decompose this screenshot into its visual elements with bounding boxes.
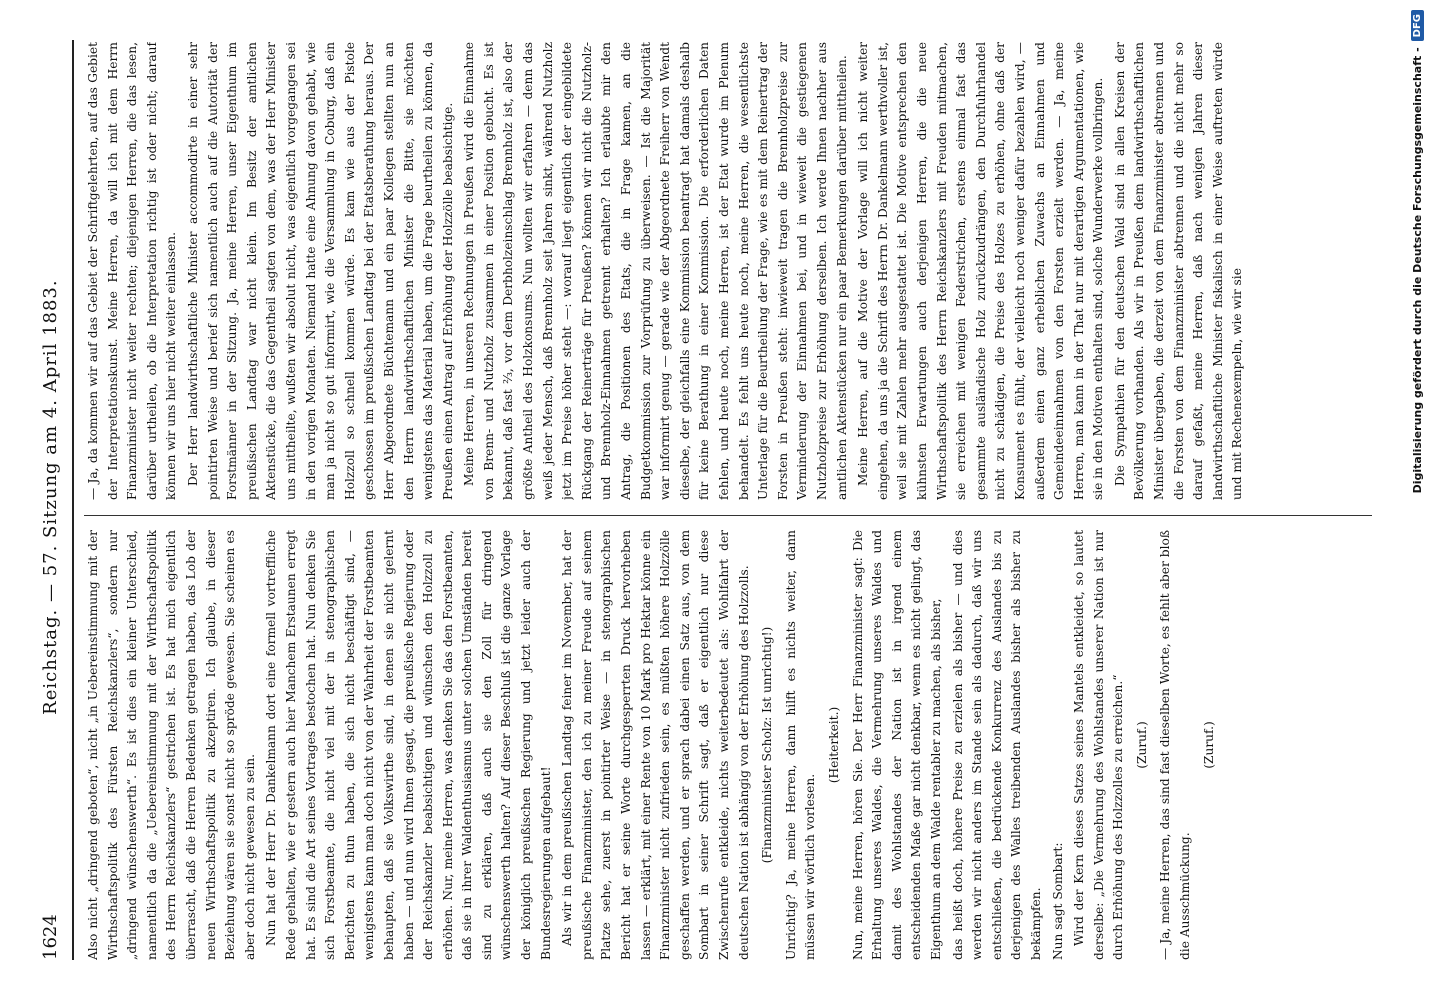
paragraph: Als wir in dem preußischen Landtag feiner im November, hat der preußische Finanzminister, den ich zu meiner Freude auf seinem Platze sehe, zuerst in pointirter Weise — in stenographischen Bericht hat er seine Worte durchgesperrten Druck hervorheben lassen — erklärt, mit einer Rente von 10 Mark pro Hektar könne ein Finanzminister nicht zufrieden sein, es müßten höhere Holzzölle geschaffen werden, und er sprach dabei einen Satz aus, von dem Sombart in seiner Schrift sagt, daß er eigentlich nur diese Zwischenrufe entkleide, nichts weiterbedeutet als: Wohlfahrt der deutschen Nation ist abhängig von der Erhöhung des Holzzolls.	[560, 530, 751, 960]
page-title: Reichstag. — 57. Sitzung am 4. April 1883.	[39, 279, 61, 715]
paragraph: Die Sympathien für den deutschen Wald sind in allen Kreisen der Bevölkerung vorhanden. Als wir in Preußen dem landwirthschaftlichen Minister übergaben, die derzeit von dem Finanzminister abtrennen und die Forsten von dem Finanzminister abtrennen und die nicht mehr so darauf gefaßt, meine Herren, daß nach wenigen Jahren dieser landwirthschaftliche Minister fiskalisch in einer Weise auftreten würde und mit Rechenexempeln, wie wir sie	[1112, 42, 1245, 500]
right-column	[84, 42, 1372, 500]
header-rule	[72, 40, 74, 960]
paragraph: (Zuruf.)	[1134, 721, 1149, 769]
paragraph: Unrichtig? Ja, meine Herren, dann hilft es nichts weiter, dann müssen wir wörtlich vorlesen.	[783, 530, 818, 960]
dfg-logo: DFG	[1411, 10, 1424, 41]
column-divider	[84, 515, 1372, 516]
paragraph: Meine Herren, in unseren Rechnungen in Preußen wird die Einnahme von Brenn- und Nutzholz zusammen in einer Position gebucht. Es ist bekannt, daß fast ⅔, vor dem Derbholzeinschlag Brennholz ist, also der größte Antheil des Holzkonsums. Nun wollten wir erfahren — denn das weiß jeder Mensch, daß Brennholz seit Jahren sinkt, während Nutzholz jetzt im Preise höher steht —: worauf liegt eigentlich der eingebildete Rückgang der Reinerträge für Preußen? können wir nicht die Nutzholz- und Brennholz-Einnahmen getrennt erhalten? Ich erlaubte mir den Antrag, die Positionen des Etats, die in Frage kamen, an die Budgetkommission zur Vorprüfung zu überweisen. — Ist die Majorität war informirt genug — gerade wie der Abgeordnete Freiherr von Wendt dieselbe, der gleichfalls eine Kommission beantragt hat damals deshalb für keine Berathung in einer Kommission. Die erforderlichen Daten fehlen, und heute noch, meine Herren, ist der Etat wurde im Plenum behandelt. Es fehlt uns heute noch, meine Herren, die wesentlichste Unterlage für die Beurtheilung der Frage, wie es mit dem Reinertrag der Forsten in Preußen steht: inwieweit tragen die Brennholzpreise zur Verminderung der Einnahmen bei, und in wieweit die gestiegenen Nutzholzpreise zur Erhöhung derselben. Ich werde Ihnen nachher aus amtlichen Aktenstücken nur ein paar Bemerkungen darüber mittheilen.	[462, 42, 849, 500]
paragraph: Nun sagt Sombart:	[1050, 842, 1065, 960]
credit-text: Digitalisierung gefördert durch die Deutsche Forschungsgemeinschaft -	[1410, 47, 1424, 494]
page-number: 1624	[39, 914, 61, 960]
left-column	[84, 530, 1372, 960]
paragraph: (Zuruf.)	[1201, 721, 1216, 769]
paragraph: (Finanzminister Scholz: Ist unrichtig!)	[760, 626, 775, 864]
paragraph: — Ja, meine Herren, das sind fast dieselben Worte, es fehlt aber bloß die Ausschmückung.	[1158, 530, 1193, 960]
paragraph: (Heiterkeit.)	[826, 706, 841, 784]
paragraph: Also nicht „dringend geboten“, nicht „in Uebereinstimmung mit der Wirthschaftspolitik des Fürsten Reichskanzlers“, sondern nur „dringend wünschenswerth“. Es ist dies ein kleiner Unterschied, namentlich da die „Uebereinstimmung mit der Wirthschaftspolitik des Herrn Reichskanzlers“ gestrichen ist. Es hat mich eigentlich überrascht, daß die Herren Bedenken getragen haben, das Lob der neuen Wirthschaftspolitik zu akzeptiren. Ich glaube, in dieser Beziehung wären sie sonst nicht so spröde gewesen. Sie scheinen es aber doch nicht gewesen zu sein.	[86, 530, 257, 960]
paragraph: Der Herr landwirthschaftliche Minister accommodirte in einer sehr pointirten Weise und berief sich namentlich auch auf die Autorität der Forstmänner in der Sitzung. Ja, meine Herren, unser Eigenthum im preußischen Landtag war nicht klein. Im Besitz der amtlichen Aktenstücke, die das Gegentheil sagten von dem, was der Herr Minister uns mittheilte, wußten wir absolut nicht, was eigentlich vorgegangen sei in den vorigen Monaten. Niemand hatte eine Ahnung davon gehabt, wie man ja nicht so gut informirt, wie die Versammlung in Coburg, daß ein Holzzoll so schnell kommen würde. Es kam wie aus der Pistole geschossen im preußischen Landtag bei der Etatsberathung heraus. Der Herr Abgeordnete Büchtemann und ein paar Kollegen stellten nun an den Herrn landwirthschaftlichen Minister die Bitte, sie möchten wenigstens das Material haben, um die Frage beurtheilen zu können, da Preußen einen Antrag auf Erhöhung der Holzzölle beabsichtige.	[185, 42, 455, 500]
paragraph: Nun, meine Herren, hören Sie. Der Herr Finanzminister sagt: Die Erhaltung unseres Waldes, die Vermehrung unseres Waldes und damit des Wohlstandes der Nation ist in irgend einem entscheidenden Maße gar nicht denkbar, wenn es nicht gelingt, das Eigenthum an dem Walde rentabler zu machen, als bisher,	[850, 530, 943, 960]
paragraph: das heißt doch, höhere Preise zu erzielen als bisher — und dies werden wir nicht anders im Stande sein als dadurch, daß wir uns entschließen, die bedrückende Konkurrenz des Auslandes bis zu derjenigen des Walles treibenden Auslandes bisher als bisher zu bekämpfen.	[950, 530, 1043, 960]
page-header	[30, 40, 70, 960]
paragraph: Wird der Kern dieses Satzes seines Mantels entkleidet, so lautet derselbe: „Die Vermehrung des Wohlstandes unserer Nation ist nur durch Erhöhung des Holzzolles zu erreichen.“	[1072, 530, 1126, 960]
paragraph: Meine Herren, auf die Motive der Vorlage will ich nicht weiter eingehen, da uns ja die Schrift des Herrn Dr. Dankelmann werthvoller ist, weil sie mit Zahlen mehr ausgestattet ist. Die Motive entsprechen den kühnsten Erwartungen auch derjenigen Herren, die die neue Wirthschaftspolitik des Herrn Reichskanzlers mit Freuden mitmachen, sie erreichen mit wenigen Federstrichen, erstens einmal fast das gesammte ausländische Holz zurückzudrängen, den Durchfuhrhandel nicht zu schädigen, die Preise des Holzes zu erhöhen, ohne daß der Konsument es fühlt, der vielleicht noch weniger dafür bezahlen wird, — außerdem einen ganz erheblichen Zuwachs an Einnahmen und Gemeindeeinnahmen von den Forsten erzielt werden. — Ja, meine Herren, man kann in der That nur mit derartigen Argumentationen, wie sie in den Motiven enthalten sind, solche Wunderwerke vollbringen.	[856, 42, 1106, 500]
paragraph: — Ja, da kommen wir auf das Gebiet der Schriftgelehrten, auf das Gebiet der Interpretationskunst. Meine Herren, da will ich mit dem Herrn Finanzminister nicht weiter rechten; diejenigen Herren, die das lesen, darüber urtheilen, ob die Interpretation richtig ist oder nicht; darauf können wir uns hier nicht weiter einlassen.	[86, 42, 179, 500]
digitization-credit	[1405, 10, 1429, 990]
paragraph: Nun hat der Herr Dr. Dankelmann dort eine formell vortreffliche Rede gehalten, wie er gestern auch hier Manchem Erstaunen erregt hat. Es sind die Art seines Vortrages bestochen hat. Nun denken Sie sich Forstbeamte, die nicht viel mit der in stenographischen Berichten zu thun haben, die sich nicht beschäftigt sind, — wenigstens kann man doch nicht von der Wahrheit der Forstbeamten behaupten, daß sie Volkswirthe sind, in denen sie nicht gelernt haben — und nun wird Ihnen gesagt, die preußische Regierung oder der Reichskanzler beabsichtigen und wünschen den Holzzoll zu erhöhen. Nur, meine Herren, was denken Sie das den Forstbeamten, daß sie in ihrer Waldenthusiasmus unter solchen Umständen bereit sind zu erklären, daß auch sie den Zoll für dringend wünschenswerth halten? Auf dieser Beschluß ist die ganze Vorlage der königlich preußischen Regierung und jetzt leider auch der Bundesregierungen aufgebaut!	[264, 530, 553, 960]
